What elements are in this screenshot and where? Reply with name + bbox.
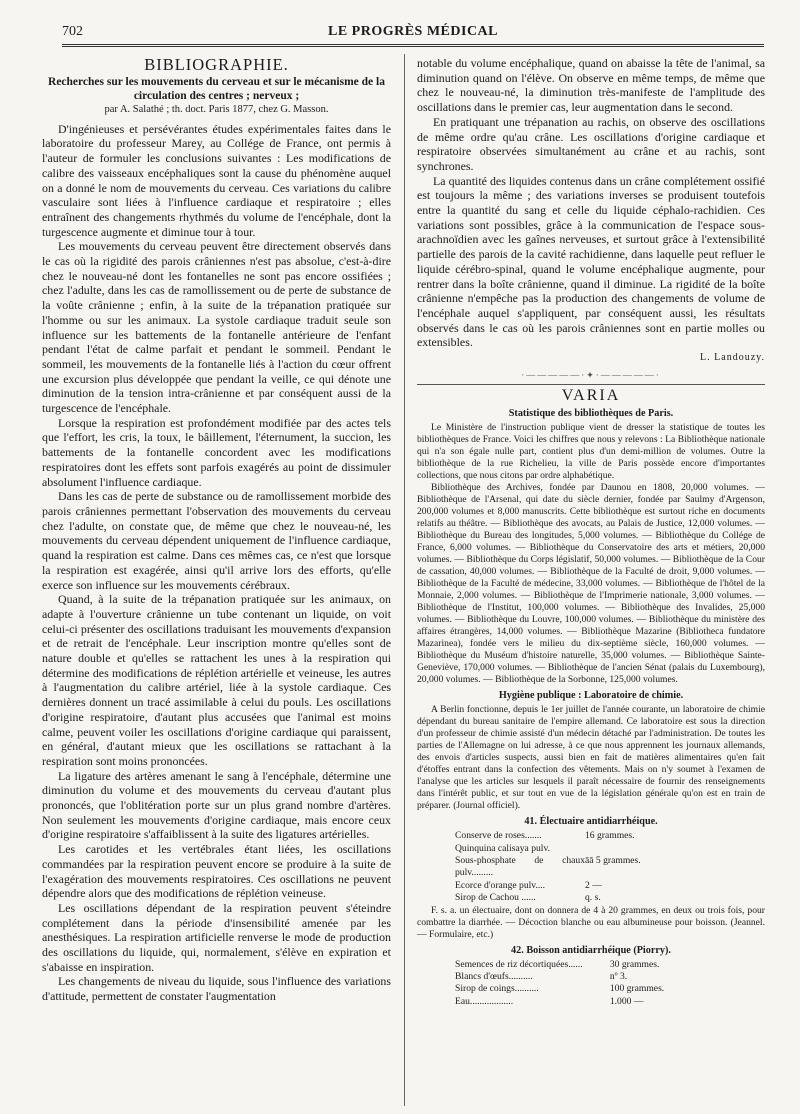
stats-body: [417, 422, 765, 686]
paragraph: Les mouvements du cerveau peuvent être directement observés dans le cas où la rigidité des parois crâniennes n'est pas absolue, c'est-à-dire chez le nouveau-né dont les fontanelles ne sont pas encore ossifiées ; chez l'adulte, dans les cas de ramollissement ou de perte de substance de la voûte crânienne ; enfin, à la suite de la trépanation pratiquée sur l'homme ou sur les animaux. La systole cardiaque traduit seule son influence sur les battements de la fontanelle antérieure de l'enfant pendant l'état de calme parfait et pendant le sommeil. Pendant le sommeil, les mouvements de la fontanelle liés à l'action du cœur offrent une excursion plus développée que pendant la veille, ce qui dénote une diminution de la tension intra-crânienne et par conséquent aussi de la turgescence de l'encéphale.: [42, 239, 391, 416]
right-column: [417, 56, 765, 1008]
column-divider: [404, 54, 405, 1106]
list-item: Sous-phosphate de chaux pulv......... āā 5 grammes.: [455, 854, 641, 879]
ornament-divider: ·—————·✦·—————·: [521, 369, 661, 380]
paragraph: En pratiquant une trépanation au rachis, on observe des oscillations de même ordre qu'au crâne. Les oscillations d'origine cardiaque et respiratoire observées simultanément au crâne et au rachis, sont synchrones.: [417, 114, 765, 173]
page-header: [62, 24, 764, 42]
list-item: Sirop de coings.......... 100 grammes.: [455, 983, 665, 995]
recipe-41-title: 41. Électuaire antidiarrhéique.: [524, 816, 658, 828]
list-item: Eau.................. 1.000 —: [455, 995, 644, 1007]
paragraph: Le Ministère de l'instruction publique vient de dresser la statistique de toutes les bibliothèques de France. Voici les chiffres que nous y relevons : La Bibliothèque nationale qui n'a son égale nulle part, contient plus d'un demi-million de volumes. Outre la bibliothèque de la rue Richelieu, la ville de Paris possède encore d'importantes collections, que nous citons par ordre alphabétique.: [417, 422, 765, 482]
list-item: Blancs d'œufs.......... nº 3.: [455, 971, 628, 983]
list-item: Semences de riz décortiquées...... 30 grammes.: [455, 958, 660, 970]
recipe-42-title: 42. Boisson antidiarrhéique (Piorry).: [511, 944, 671, 956]
article-title: Recherches sur les mouvements du cerveau et sur le mécanisme de la circulation des centres ; nerveux ;: [48, 76, 385, 102]
paragraph: A Berlin fonctionne, depuis le 1er juillet de l'année courante, un laboratoire de chimie dépendant du bureau sanitaire de l'empire allemand. Ce laboratoire est sous la direction d'un professeur de chimie assisté d'un médecin détaché par l'administration. De toutes les parties de l'Allemagne on lui adresse, à ce que nous apprennent les journaux allemands, des envois d'articles suspects, aussi bien en fait de matières alimentaires qu'en fait d'étoffes entrant dans la confection des vêtements. Mais on n'y soumet à l'examen de l'analyse que les articles sur lesquels il paraît nécessaire de fournir des renseignements dans l'intérêt public, et sur tout en vue de la législation générale qu'on est en train de préparer. (Journal officiel).: [417, 704, 765, 812]
journal-title: LE PROGRÈS MÉDICAL: [327, 24, 499, 39]
paragraph: La quantité des liquides contenus dans un crâne complétement ossifié est toujours la même ; des variations inverses se produisent toutefois entre la quantité du sang et celle du liquide céphalo-rachidien. Ces variations sont possibles, grâce à la communication de l'espace sous-arachnoïdien avec les gaînes nerveuses, et surtout grâce à l'extensibilité partielle des parois de la cavité rachidienne, dans laquelle peut refluer le liquide cérébro-spinal, quand le volume encéphalique augmente, pour rentrer dans la boîte crânienne, quand il diminue. La rigidité de la boîte crânienne n'empêche pas la production des changements de volume de l'encéphale auquel s'appliquent, par conséquent aussi, les résultats observés dans le cas où les parois crâniennes sont en partie molles ou extensibles.: [417, 173, 765, 350]
recipe-42-list: [455, 959, 755, 1009]
author-signature: L. Landouzy.: [700, 352, 765, 364]
list-item: Conserve de roses....... 16 grammes.: [455, 830, 635, 842]
header-rule: [62, 44, 764, 47]
paragraph: notable du volume encéphalique, quand on abaisse la tête de l'animal, sa diminution quand on l'élève. On observe en même temps, de même que chez le nouveau-né, la diminution très-manifeste de l'amplitude des oscillations dans le premier cas, leur augmentation dans le second.: [417, 56, 765, 115]
list-item: Ecorce d'orange pulv.... 2 —: [455, 879, 602, 891]
paragraph: Les carotides et les vertébrales étant liées, les oscillations commandées par la respiration peuvent encore se produire à la suite de l'exagération des mouvements respiratoires. Ces oscillations ne peuvent dépendre alors que des modifications de réplétion veineuse.: [42, 842, 391, 901]
paragraph: Les changements de niveau du liquide, sous l'influence des variations d'attitude, permettent de constater l'augmentation: [42, 974, 391, 1004]
section-title-varia: VARIA: [417, 384, 765, 404]
recipe-41-note: [417, 905, 765, 941]
article-byline: par A. Salathé ; th. doct. Paris 1877, chez G. Masson.: [104, 104, 329, 115]
paragraph: F. s. a. un électuaire, dont on donnera de 4 à 20 grammes, en deux ou trois fois, pour combattre la diarrhée. — Décoction blanche ou eau albumineuse pour boisson. (Jeannel. — Formulaire, etc.): [417, 904, 765, 940]
list-item: Sirop de Cachou ...... q. s.: [455, 892, 601, 904]
paragraph: D'ingénieuses et persévérantes études expérimentales faites dans le laboratoire du professeur Marey, au Collége de France, ont permis à l'auteur de formuler les conclusions suivantes : Les modifications de calibre des vaisseaux encéphaliques sont la cause du phénomène auquel on a donné le nom de mouvements du cerveau. Ces variations du calibre vasculaire sont liées à l'influence cardiaque et respiratoire ; elles entraînent des changements rhythmés du volume de l'encéphale, dont la turgescence augmente et diminue tour à tour.: [42, 121, 391, 239]
hygiene-title: Hygiène publique : Laboratoire de chimie.: [498, 690, 684, 702]
page-number: 702: [62, 24, 83, 39]
paragraph: Quand, à la suite de la trépanation pratiquée sur les animaux, on adapte à l'ouverture crânienne un tube contenant un liquide, on voit celui-ci présenter des oscillations traduisant les mouvements d'expansion et de retrait de l'encéphale. Leur inscription montre qu'elles sont de nature double et qu'elles se rattachent les unes à la respiration qui détermine des modifications de réplétion artérielle et veineuse, les autres à l'augmentation du calibre artériel, liée à la systole cardiaque. Ces dernières donnent un tracé assimilable à celui du pouls. Les oscillations d'origine respiratoire, d'autant plus accusées que l'animal est moins calme, peuvent voiler les oscillations d'origine cardiaque qui paraissent, en général, d'autant mieux que les oscillations se rattachant à la respiration sont moins prononcées.: [42, 592, 391, 768]
recipe-41-list: [455, 830, 755, 904]
section-title-bibliographie: BIBLIOGRAPHIE.: [144, 55, 289, 74]
paragraph: Lorsque la respiration est profondément modifiée par des actes tels que l'effort, les cris, la toux, le bâillement, l'éternument, la succion, les battements de la fontanelle concordent avec les modifications respiratoires dont les effets sont parfois exagérés au point de dissimuler absolument l'influence cardiaque.: [42, 415, 391, 489]
paragraph: Dans les cas de perte de substance ou de ramollissement morbide des parois crâniennes permettant l'observation des mouvements du cerveau chez l'adulte, on constate que, de même que chez le nouveau-né, les mouvements du cerveau dépendent uniquement de l'influence cardiaque, quand la respiration est calme. Dans ces mêmes cas, ce n'est que lorsque la respiration est exagérée, ainsi qu'il arrive lors des efforts, qu'elle exerce son influence sur les mouvements cérébraux.: [42, 489, 391, 592]
paragraph: La ligature des artères amenant le sang à l'encéphale, détermine une diminution du volume et des mouvements du cerveau d'autant plus prononcés, que l'oblitération porte sur un plus grand nombre d'artères. Non seulement les mouvements d'origine cardiaque, mais encore ceux d'origine respiratoire s'affaiblissent à la suite des ligatures artérielles.: [42, 768, 391, 842]
list-item: Quinquina calisaya pulv.: [455, 842, 551, 854]
paragraph: Bibliothèque des Archives, fondée par Daunou en 1808, 20,000 volumes. — Bibliothèque de l'Arsenal, qui date du siècle dernier, fondée par Saulmy d'Argenson, 200,000 volumes et 8,000 manuscrits. Cette bibliothèque est surtout riche en documents relatifs au théâtre. — Bibliothèque des avocats, au Palais de Justice, 12,000 volumes. — Bibliothèque du Bureau des longitudes, 5,000 volumes. — Bibliothèque du Collége de France, 6,000 volumes. — Bibliothèque du Conservatoire des arts et métiers, 20,000 volumes. — Bibliothèque du Corps législatif, 50,000 volumes. — Bibliothèque de la Cour de cassation, 40,000 volumes. — Bibliothèque de la Faculté de droit, 9,000 volumes. — Bibliothèque de la Faculté de médecine, 33,000 volumes. — Bibliothèque de l'hôtel de la Monnaie, 2,000 volumes. — Bibliothèque de l'Imprimerie nationale, 3,000 volumes. — Bibliothèque de l'Institut, 100,000 volumes. — Bibliothèque des Invalides, 25,000 volumes. — Bibliothèque du Louvre, 100,000 volumes. — Bibliothèque du ministère des affaires étrangères, 14,000 volumes. — Bibliothèque Mazarine (Bibliotheca fundatore Mazarinea), fondée vers le milieu du dix-septième siècle, 160,000 volumes. — Bibliothèque du Muséum d'histoire naturelle, 35,000 volumes. — Bibliothèque Sainte-Geneviève, 170,000 volumes. — Bibliothèque de l'ancien Sénat (palais du Luxembourg), 20,000 volumes. — Bibliothèque de la Sorbonne, 125,000 volumes.: [417, 482, 765, 686]
left-column: [42, 56, 391, 1004]
stats-title: Statistique des bibliothèques de Paris.: [508, 408, 674, 420]
paragraph: Les oscillations dépendant de la respiration peuvent s'éteindre complétement dans la période d'insensibilité amenée par les anesthésiques. La respiration artificielle renverse le mode de production des oscillations du liquide, qui, normalement, s'élève en expiration et s'abaisse en inspiration.: [42, 900, 391, 974]
hygiene-body: [417, 704, 765, 812]
